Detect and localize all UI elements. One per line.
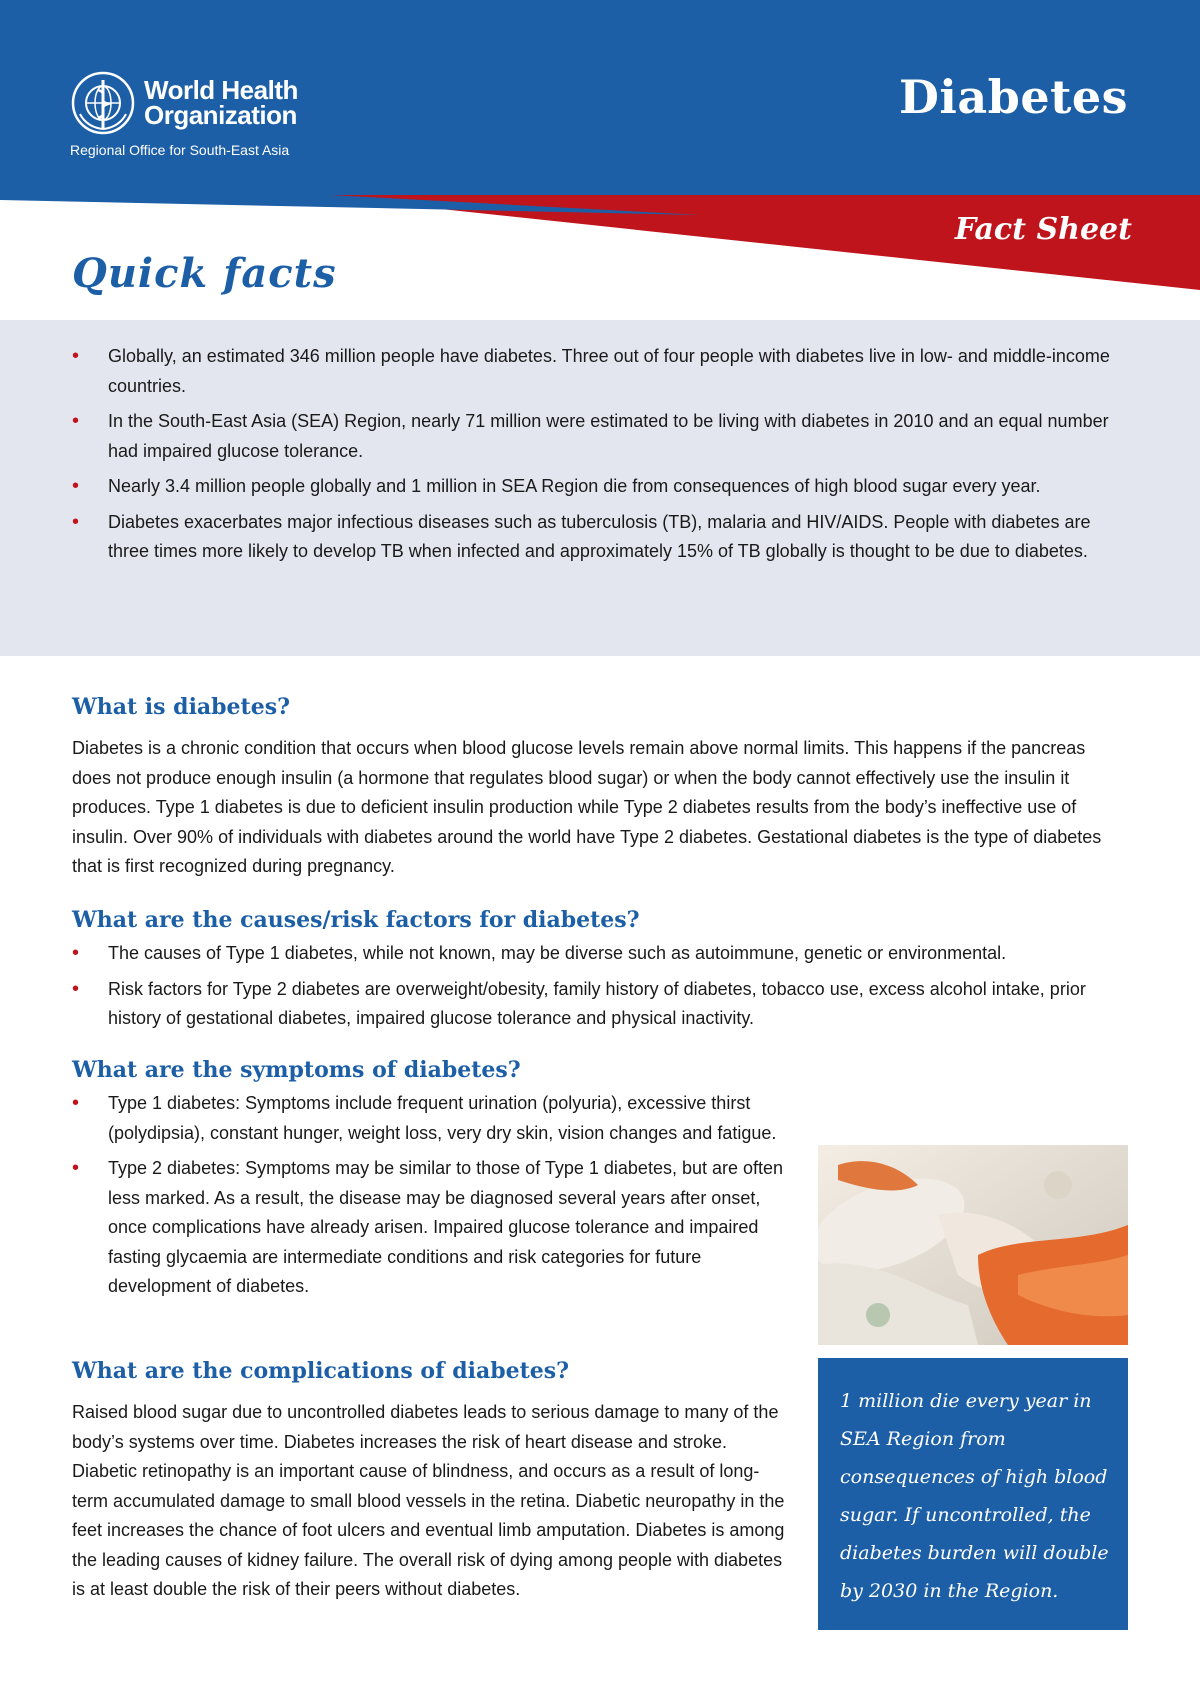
- section-what-is: [72, 694, 1122, 882]
- quick-fact-item: • In the South-East Asia (SEA) Region, nearly 71 million were estimated to be living with diabetes in 2010 and an equal number had impaired glucose tolerance.: [72, 407, 1112, 466]
- list-item: • Risk factors for Type 2 diabetes are overweight/obesity, family history of diabetes, tobacco use, excess alcohol intake, prior history of gestational diabetes, impaired glucose tolerance and physical inactivity.: [72, 975, 1122, 1034]
- fact-sheet-label: Fact Sheet: [954, 212, 1132, 247]
- document-title: Diabetes: [898, 70, 1128, 124]
- list-item: • Type 2 diabetes: Symptoms may be similar to those of Type 1 diabetes, but are often less marked. As a result, the disease may be diagnosed several years after onset, once complications have already arisen. Impaired glucose tolerance and impaired fasting glycaemia are intermediate conditions and risk categories for future development of diabetes.: [72, 1154, 792, 1302]
- section-heading: What are the complications of diabetes?: [72, 1358, 570, 1384]
- list-item: • Type 1 diabetes: Symptoms include frequent urination (polyuria), excessive thirst (polydipsia), constant hunger, weight loss, very dry skin, vision changes and fatigue.: [72, 1089, 792, 1148]
- callout-text: 1 million die every year in SEA Region from consequences of high blood sugar. If uncontrolled, the diabetes burden will double by 2030 in the Region.: [840, 1390, 1109, 1602]
- section-heading: What is diabetes?: [72, 694, 290, 720]
- quick-fact-item: • Nearly 3.4 million people globally and 1 million in SEA Region die from consequences of high blood sugar every year.: [72, 472, 1112, 502]
- section-heading: What are the symptoms of diabetes?: [72, 1057, 521, 1083]
- photo-illustration: [818, 1145, 1128, 1345]
- quick-facts-title: Quick facts: [72, 250, 337, 297]
- section-causes: [72, 907, 1122, 1040]
- who-emblem-icon: [70, 70, 136, 136]
- quick-fact-item: • Diabetes exacerbates major infectious diseases such as tuberculosis (TB), malaria and HIV/AIDS. People with diabetes are three times more likely to develop TB when infected and approximately 15% of TB globally is thought to be due to diabetes.: [72, 508, 1112, 567]
- section-paragraph: Raised blood sugar due to uncontrolled diabetes leads to serious damage to many of the body’s systems over time. Diabetes increases the risk of heart disease and stroke. Diabetic retinopathy is an important cause of blindness, and occurs as a result of long-term accumulated damage to small blood vessels in the retina. Diabetic neuropathy in the feet increases the chance of foot ulcers and eventual limb amputation. Diabetes is among the leading causes of kidney failure. The overall risk of dying among people with diabetes is at least double the risk of their peers without diabetes.: [72, 1402, 785, 1599]
- section-heading: What are the causes/risk factors for diabetes?: [72, 907, 640, 933]
- list-item: • The causes of Type 1 diabetes, while not known, may be diverse such as autoimmune, genetic or environmental.: [72, 939, 1122, 969]
- org-name: World Health Organization: [144, 75, 298, 130]
- section-symptoms: [72, 1057, 792, 1308]
- who-logo: [70, 70, 298, 136]
- hands-photo: [818, 1145, 1128, 1345]
- section-paragraph: Diabetes is a chronic condition that occurs when blood glucose levels remain above normal limits. This happens if the pancreas does not produce enough insulin (a hormone that regulates blood sugar) or when the body cannot effectively use the insulin it produces. Type 1 diabetes is due to deficient insulin production while Type 2 diabetes results from the body’s ineffective use of insulin. Over 90% of individuals with diabetes around the world have Type 2 diabetes. Gestational diabetes is the type of diabetes that is first recognized during pregnancy.: [72, 738, 1102, 876]
- section-complications: [72, 1358, 792, 1605]
- quick-facts-list: [72, 342, 1112, 573]
- quick-fact-item: • Globally, an estimated 346 million people have diabetes. Three out of four people with diabetes live in low- and middle-income countries.: [72, 342, 1112, 401]
- org-subtitle: Regional Office for South-East Asia: [70, 142, 290, 158]
- callout-box: [818, 1358, 1128, 1630]
